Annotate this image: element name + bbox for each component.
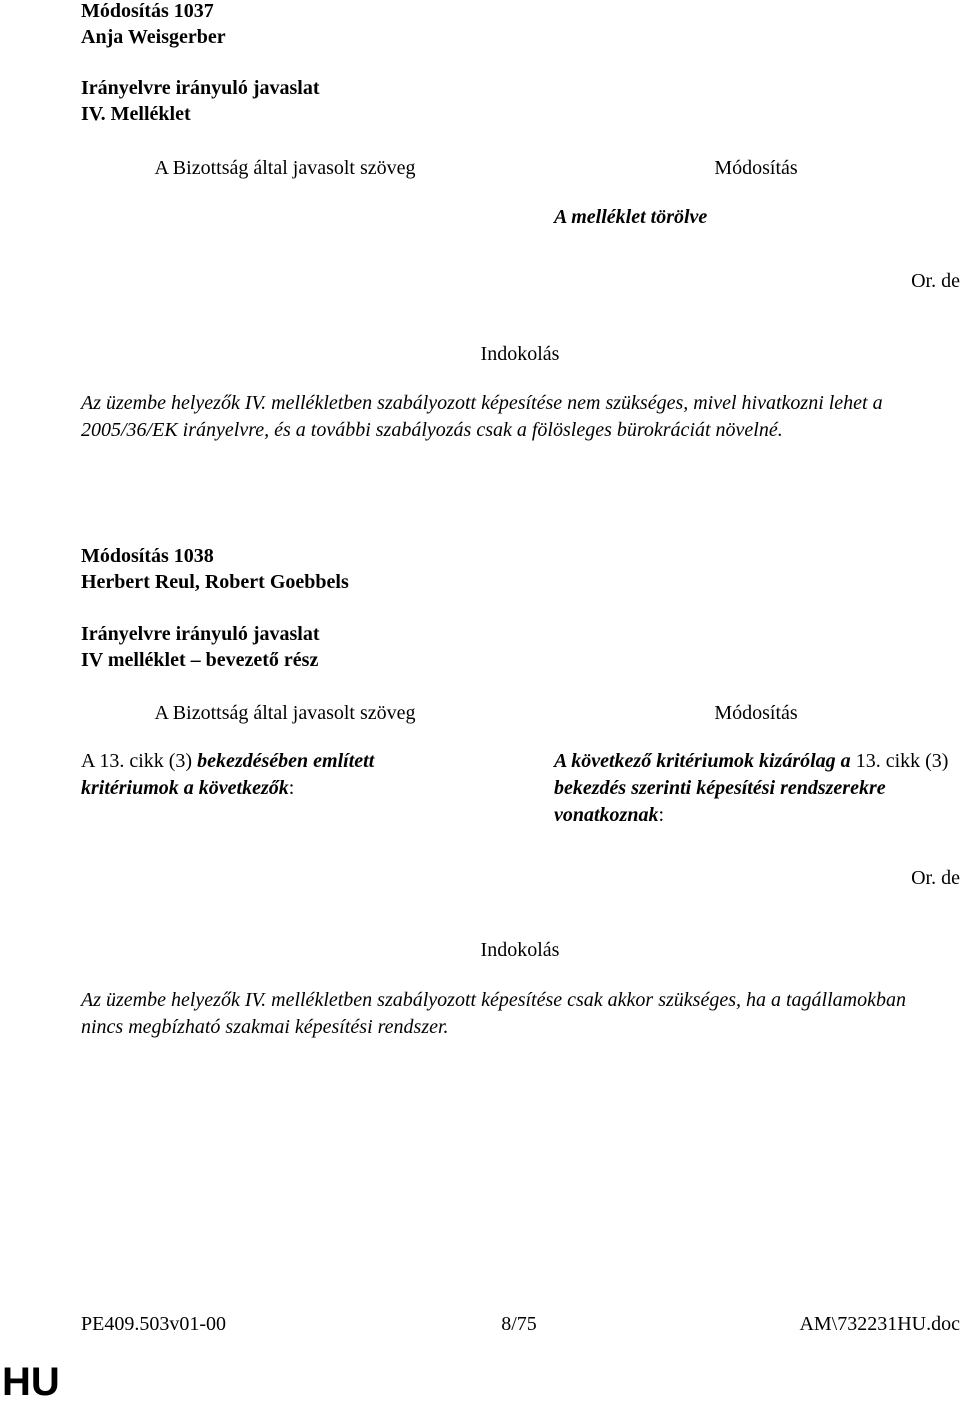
amendment-text: A melléklet törölve — [554, 206, 708, 228]
footer-doc-ref: PE409.503v01-00 — [81, 1313, 226, 1335]
commission-text: A 13. cikk (3) bekezdésében említett kritériumok a következők: — [81, 750, 375, 799]
commission-text-header: A Bizottság által javasolt szöveg — [154, 157, 416, 179]
original-language: Or. de — [911, 867, 960, 889]
amendment-number: Módosítás 1037 — [81, 0, 214, 22]
footer-page-number: 8/75 — [501, 1313, 537, 1335]
amendment-author: Anja Weisgerber — [81, 26, 226, 48]
amendment-number: Módosítás 1038 — [81, 545, 214, 567]
amended-text: A következő kritériumok kizárólag a 13. cikk (3) bekezdés szerinti képesítési rendszerekre vonatkoznak: — [554, 750, 949, 826]
justification-text: Az üzembe helyezők IV. mellékletben szabályozott képesítése nem szükséges, mivel hivatkozni lehet a 2005/36/EK irányelvre, és a további szabályozás csak a fölösleges bürokráciát növelné. — [81, 392, 883, 441]
amendment-column-header: Módosítás — [714, 157, 798, 179]
language-code: HU — [2, 1360, 60, 1404]
original-language: Or. de — [911, 270, 960, 292]
justification-text: Az üzembe helyezők IV. mellékletben szabályozott képesítése csak akkor szükséges, ha a tagállamokban nincs megbízható szakmai képesítési rendszer. — [81, 989, 906, 1038]
annex-reference: IV melléklet – bevezető rész — [81, 649, 319, 671]
proposal-type: Irányelvre irányuló javaslat — [81, 77, 320, 99]
amendment-column-header: Módosítás — [714, 702, 798, 724]
justification-heading: Indokolás — [480, 343, 560, 365]
commission-text-header: A Bizottság által javasolt szöveg — [154, 702, 416, 724]
amendment-author: Herbert Reul, Robert Goebbels — [81, 571, 349, 593]
footer-file-name: AM\732231HU.doc — [799, 1313, 960, 1335]
annex-reference: IV. Melléklet — [81, 103, 191, 125]
justification-heading: Indokolás — [480, 939, 560, 961]
proposal-type: Irányelvre irányuló javaslat — [81, 623, 320, 645]
